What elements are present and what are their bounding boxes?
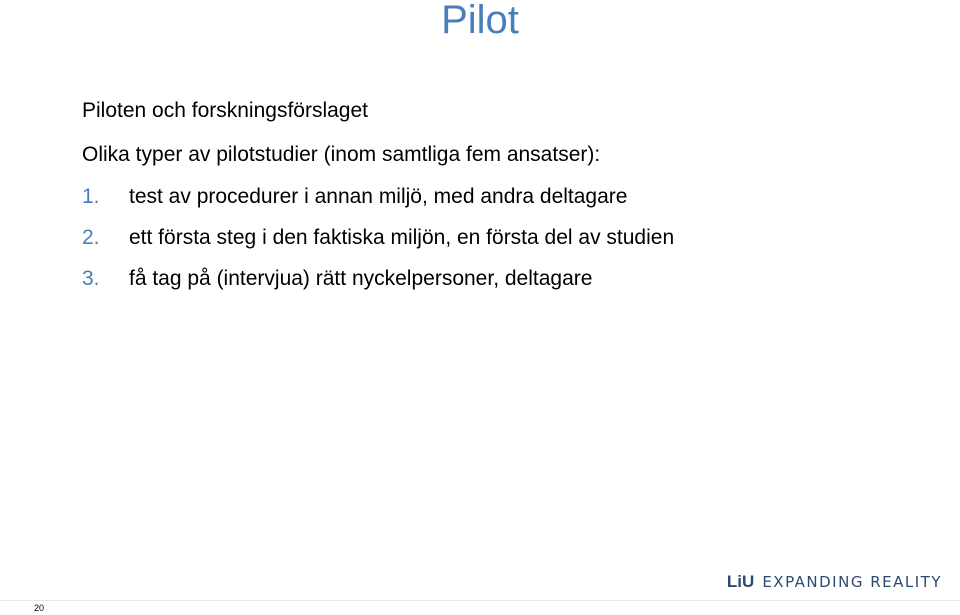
slide-intro: Olika typer av pilotstudier (inom samtliga fem ansatser):	[82, 143, 601, 166]
slide-heading: Piloten och forskningsförslaget	[82, 99, 368, 122]
logo-mark: LiU	[726, 572, 755, 591]
list-item	[82, 225, 942, 251]
list-item	[82, 184, 942, 210]
slide-body	[82, 98, 942, 307]
footer-divider	[0, 600, 960, 601]
list-number: 2.	[82, 226, 100, 249]
list-number: 1.	[82, 185, 100, 208]
slide-title	[0, 0, 960, 40]
list-text: test av procedurer i annan miljö, med andra deltagare	[129, 185, 628, 208]
list-item	[82, 266, 942, 292]
logo-tagline: EXPANDING REALITY	[762, 573, 942, 591]
list-text: ett första steg i den faktiska miljön, en första del av studien	[129, 226, 675, 249]
list-number: 3.	[82, 267, 100, 290]
slide-title-text: Pilot	[441, 0, 519, 42]
liu-logo	[727, 573, 942, 591]
page-number: 20	[34, 603, 45, 613]
list-text: få tag på (intervjua) rätt nyckelpersoner, deltagare	[129, 267, 593, 290]
